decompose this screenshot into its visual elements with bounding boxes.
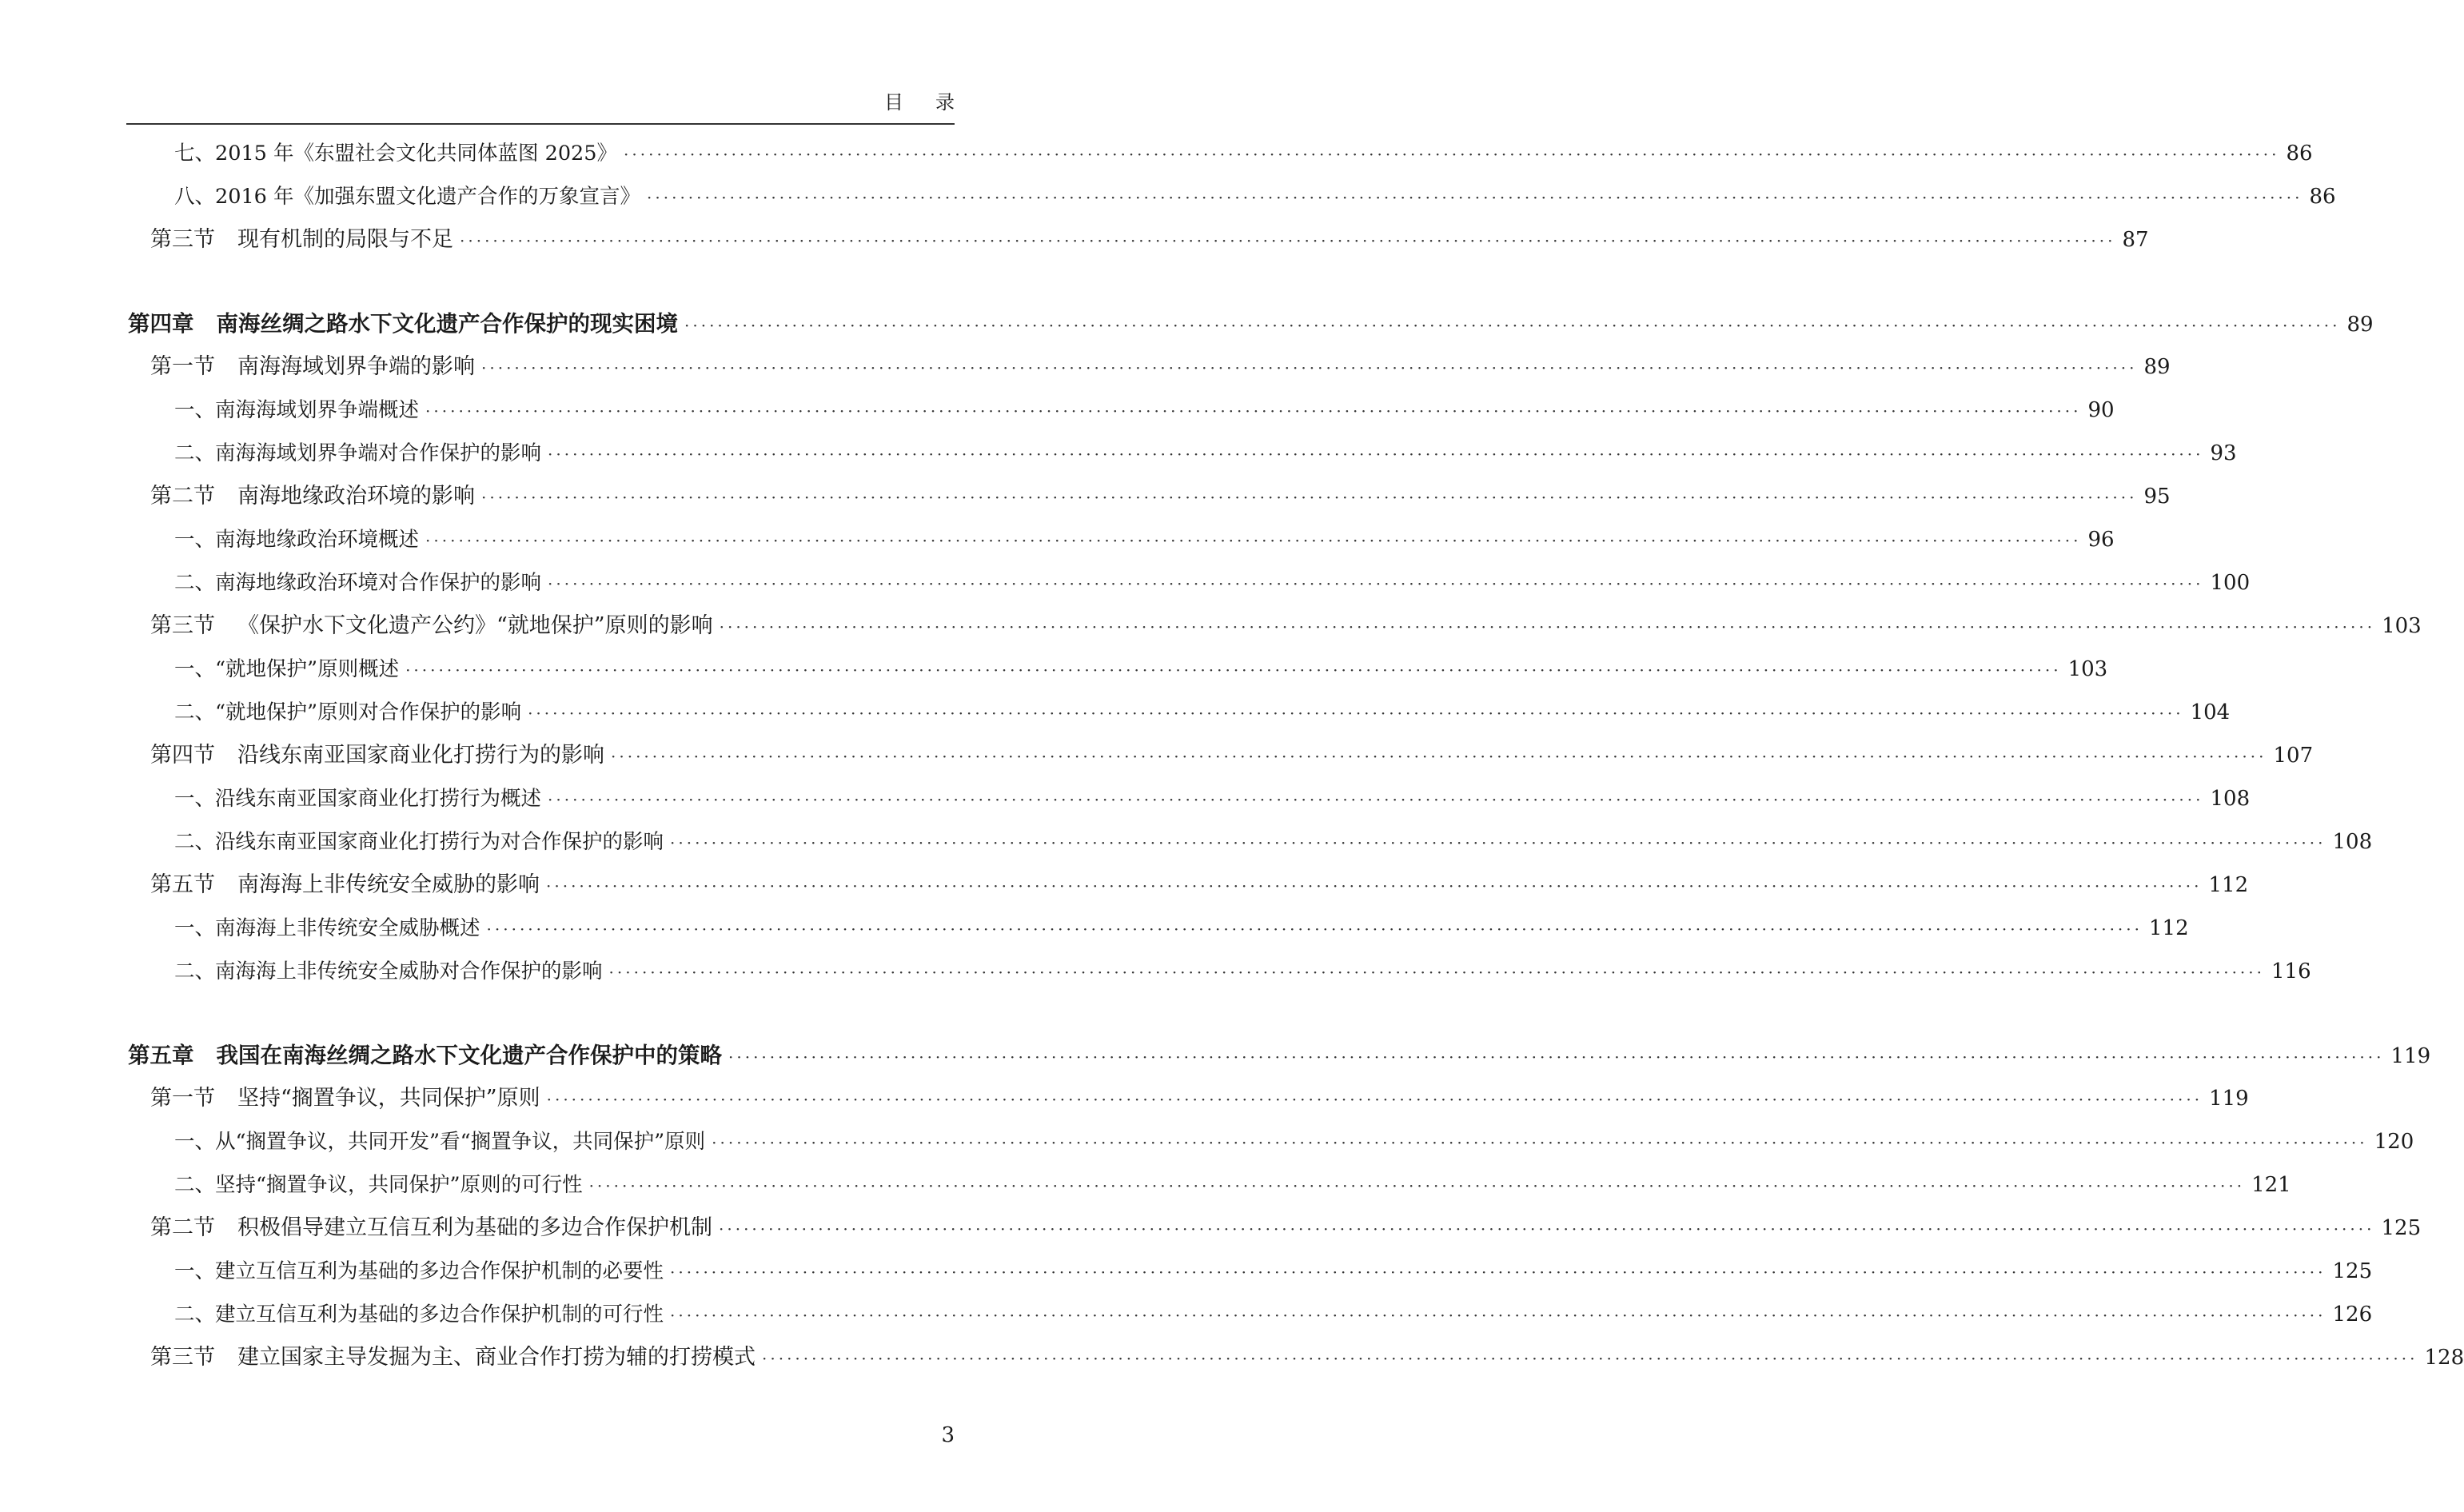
toc-section-entry bbox=[150, 1212, 2422, 1244]
toc-page-number: 107 bbox=[2273, 744, 2314, 768]
toc-entry-lead: 第五节 bbox=[150, 872, 215, 897]
toc-dot-leader: ········································································································································································································ bbox=[762, 1349, 2418, 1368]
toc-dot-leader: ········································································································································································································ bbox=[624, 145, 2280, 164]
toc-page-number: 112 bbox=[2208, 873, 2249, 897]
toc-entry-text: 一、从“搁置争议，共同开发”看“搁置争议，共同保护”原则 bbox=[174, 1130, 706, 1154]
toc-entry-title bbox=[174, 1255, 664, 1287]
toc-page-number: 90 bbox=[2087, 398, 2115, 422]
toc-chapter-entry bbox=[128, 1039, 2431, 1071]
toc-entry-lead: 第二节 bbox=[150, 484, 215, 509]
toc-section-entry bbox=[150, 1342, 2464, 1374]
toc-entry-text: 现有机制的局限与不足 bbox=[237, 227, 453, 252]
toc-entry-title bbox=[174, 567, 541, 599]
toc-section-entry bbox=[150, 224, 2149, 256]
toc-entry-title bbox=[174, 1126, 705, 1158]
toc-page-number: 108 bbox=[2210, 787, 2251, 811]
toc-entry-text: 一、建立互信互利为基础的多边合作保护机制的必要性 bbox=[174, 1259, 664, 1283]
toc-page-number: 103 bbox=[2067, 657, 2108, 681]
toc-entry-text: 积极倡导建立互信互利为基础的多边合作保护机制 bbox=[237, 1215, 712, 1240]
toc-item-entry bbox=[174, 437, 2237, 469]
toc-entry-title bbox=[174, 1169, 583, 1201]
toc-dot-leader: ········································································································································································································ bbox=[684, 316, 2341, 335]
toc-page-number: 119 bbox=[2390, 1044, 2431, 1068]
toc-entry-lead: 第三节 bbox=[150, 227, 215, 252]
toc-page-number: 93 bbox=[2210, 441, 2237, 465]
toc-item-entry bbox=[174, 696, 2231, 728]
toc-entry-lead: 第五章 bbox=[128, 1043, 194, 1068]
toc-dot-leader: ········································································································································································································ bbox=[670, 833, 2326, 852]
toc-page-number: 126 bbox=[2332, 1303, 2373, 1326]
toc-page-number: 119 bbox=[2209, 1087, 2249, 1111]
toc-page-number: 87 bbox=[2122, 228, 2149, 252]
toc-entry-title bbox=[150, 610, 713, 642]
toc-entry-text: 南海丝绸之路水下文化遗产合作保护的现实困境 bbox=[216, 311, 678, 337]
toc-item-entry bbox=[174, 912, 2189, 944]
toc-entry-text: 二、建立互信互利为基础的多边合作保护机制的可行性 bbox=[174, 1303, 664, 1326]
toc-dot-leader: ········································································································································································································ bbox=[728, 1047, 2385, 1067]
toc-page-number: 125 bbox=[2332, 1259, 2373, 1283]
toc-entry-text: 建立国家主导发掘为主、商业合作打捞为辅的打捞模式 bbox=[237, 1345, 756, 1370]
toc-section-entry bbox=[150, 481, 2171, 513]
toc-dot-leader: ········································································································································································································ bbox=[425, 531, 2082, 550]
toc-entry-text: 一、南海海上非传统安全威胁概述 bbox=[174, 916, 480, 940]
toc-dot-leader: ········································································································································································································ bbox=[546, 876, 2203, 896]
toc-page-number: 103 bbox=[2382, 614, 2422, 638]
toc-entry-text: 南海地缘政治环境的影响 bbox=[237, 484, 475, 509]
toc-item-entry bbox=[174, 138, 2313, 170]
toc-entry-lead: 第四章 bbox=[128, 311, 194, 337]
toc-page-number: 120 bbox=[2374, 1130, 2414, 1154]
toc-dot-leader: ········································································································································································································ bbox=[481, 488, 2138, 507]
toc-page-number: 100 bbox=[2210, 571, 2251, 595]
page-number: 3 bbox=[941, 1423, 955, 1447]
toc-dot-leader: ········································································································································································································ bbox=[548, 790, 2204, 809]
toc-page-number: 89 bbox=[2143, 355, 2171, 379]
toc-entry-title bbox=[174, 394, 419, 426]
toc-dot-leader: ········································································································································································································ bbox=[647, 188, 2303, 207]
toc-section-entry bbox=[150, 1083, 2249, 1115]
toc-item-entry bbox=[174, 1299, 2373, 1330]
toc-entry-text: 二、沿线东南亚国家商业化打捞行为对合作保护的影响 bbox=[174, 830, 664, 854]
toc-dot-leader: ········································································································································································································ bbox=[548, 445, 2204, 464]
toc-entry-title bbox=[150, 224, 453, 256]
toc-page-number: 89 bbox=[2346, 313, 2374, 337]
toc-dot-leader: ········································································································································································································ bbox=[670, 1306, 2326, 1325]
toc-entry-lead: 第三节 bbox=[150, 1345, 215, 1370]
toc-page-number: 104 bbox=[2190, 700, 2231, 724]
toc-dot-leader: ········································································································································································································ bbox=[528, 704, 2184, 723]
toc-entry-lead: 第四节 bbox=[150, 743, 215, 768]
toc-entry-title bbox=[174, 955, 603, 987]
toc-page-number: 121 bbox=[2251, 1173, 2291, 1197]
running-head-title: 目录 bbox=[884, 91, 987, 114]
toc-dot-leader: ········································································································································································································ bbox=[712, 1133, 2368, 1152]
toc-entry-text: 二、“就地保护”原则对合作保护的影响 bbox=[174, 700, 522, 724]
toc-entry-text: 一、沿线东南亚国家商业化打捞行为概述 bbox=[174, 787, 542, 811]
toc-entry-title bbox=[174, 826, 664, 858]
toc-entry-title bbox=[150, 1342, 756, 1374]
toc-entry-title bbox=[150, 481, 475, 513]
toc-entry-title bbox=[174, 696, 521, 728]
toc-entry-text: 南海海域划界争端的影响 bbox=[237, 354, 475, 379]
toc-entry-title bbox=[174, 524, 419, 556]
toc-entry-text: 二、坚持“搁置争议，共同保护”原则的可行性 bbox=[174, 1173, 583, 1197]
toc-item-entry bbox=[174, 567, 2251, 599]
toc-item-entry bbox=[174, 1126, 2414, 1158]
toc-entry-title bbox=[150, 351, 475, 383]
toc-item-entry bbox=[174, 826, 2373, 858]
toc-page-number: 116 bbox=[2271, 959, 2311, 983]
toc-dot-leader: ········································································································································································································ bbox=[486, 920, 2143, 939]
toc-entry-lead: 第三节 bbox=[150, 613, 215, 638]
toc-dot-leader: ········································································································································································································ bbox=[588, 1176, 2246, 1195]
toc-dot-leader: ········································································································································································································ bbox=[719, 617, 2376, 636]
toc-section-entry bbox=[150, 351, 2171, 383]
toc-page-number: 125 bbox=[2381, 1216, 2422, 1240]
toc-dot-leader: ········································································································································································································ bbox=[405, 660, 2062, 680]
toc-dot-leader: ········································································································································································································ bbox=[719, 1219, 2375, 1239]
toc-entry-title bbox=[150, 869, 540, 901]
toc-item-entry bbox=[174, 783, 2251, 815]
toc-page-number: 128 bbox=[2424, 1346, 2464, 1370]
toc-entry-text: 八、2016 年《加强东盟文化遗产合作的万象宣言》 bbox=[174, 185, 641, 209]
toc-entry-text: 一、南海海域划界争端概述 bbox=[174, 398, 420, 422]
toc-entry-title bbox=[174, 181, 640, 213]
toc-item-entry bbox=[174, 1169, 2291, 1201]
toc-entry-lead: 第二节 bbox=[150, 1215, 215, 1240]
toc-dot-leader: ········································································································································································································ bbox=[611, 747, 2267, 766]
toc-entry-title bbox=[128, 308, 678, 340]
toc-entry-text: 二、南海地缘政治环境对合作保护的影响 bbox=[174, 571, 542, 595]
toc-entry-title bbox=[150, 1083, 540, 1115]
toc-dot-leader: ········································································································································································································ bbox=[460, 231, 2116, 250]
toc-entry-title bbox=[128, 1039, 722, 1071]
toc-entry-lead: 第一节 bbox=[150, 1086, 215, 1111]
toc-entry-text: 沿线东南亚国家商业化打捞行为的影响 bbox=[237, 743, 604, 768]
toc-entry-text: 二、南海海域划界争端对合作保护的影响 bbox=[174, 441, 542, 465]
toc-page-number: 86 bbox=[2286, 142, 2313, 166]
toc-entry-title bbox=[150, 1212, 712, 1244]
toc-item-entry bbox=[174, 1255, 2373, 1287]
toc-entry-text: 南海海上非传统安全威胁的影响 bbox=[237, 872, 540, 897]
toc-entry-title bbox=[174, 1299, 664, 1330]
toc-entry-text: 一、“就地保护”原则概述 bbox=[174, 657, 400, 681]
toc-entry-text: 坚持“搁置争议，共同保护”原则 bbox=[237, 1086, 540, 1111]
toc-item-entry bbox=[174, 524, 2115, 556]
toc-entry-text: 《保护水下文化遗产公约》“就地保护”原则的影响 bbox=[237, 613, 713, 638]
toc-page-number: 86 bbox=[2309, 185, 2336, 209]
toc-dot-leader: ········································································································································································································ bbox=[481, 358, 2138, 377]
toc-entry-text: 二、南海海上非传统安全威胁对合作保护的影响 bbox=[174, 959, 603, 983]
toc-dot-leader: ········································································································································································································ bbox=[425, 401, 2082, 421]
toc-entry-title bbox=[174, 138, 617, 170]
toc-entry-title bbox=[174, 783, 541, 815]
toc-item-entry bbox=[174, 653, 2108, 685]
toc-dot-leader: ········································································································································································································ bbox=[608, 963, 2265, 982]
toc-dot-leader: ········································································································································································································ bbox=[546, 1090, 2203, 1109]
toc-entry-title bbox=[150, 740, 604, 772]
toc-entry-title bbox=[174, 437, 541, 469]
toc-section-entry bbox=[150, 740, 2314, 772]
toc-section-entry bbox=[150, 610, 2422, 642]
toc-item-entry bbox=[174, 394, 2115, 426]
toc-entry-text: 七、2015 年《东盟社会文化共同体蓝图 2025》 bbox=[174, 142, 618, 166]
toc-entry-title bbox=[174, 653, 399, 685]
toc-entry-title bbox=[174, 912, 480, 944]
toc-page-number: 95 bbox=[2143, 485, 2171, 509]
toc-chapter-entry bbox=[128, 308, 2374, 340]
toc-entry-text: 我国在南海丝绸之路水下文化遗产合作保护中的策略 bbox=[216, 1043, 722, 1068]
running-head bbox=[126, 86, 987, 125]
toc-page-number: 108 bbox=[2332, 830, 2373, 854]
toc-page-number: 96 bbox=[2087, 528, 2115, 552]
toc-section-entry bbox=[150, 869, 2249, 901]
toc-entry-lead: 第一节 bbox=[150, 354, 215, 379]
toc-item-entry bbox=[174, 955, 2311, 987]
toc-dot-leader: ········································································································································································································ bbox=[548, 574, 2204, 593]
toc-entry-text: 一、南海地缘政治环境概述 bbox=[174, 528, 420, 552]
toc-item-entry bbox=[174, 181, 2336, 213]
toc-page-number: 112 bbox=[2149, 916, 2189, 940]
toc-dot-leader: ········································································································································································································ bbox=[670, 1263, 2326, 1282]
